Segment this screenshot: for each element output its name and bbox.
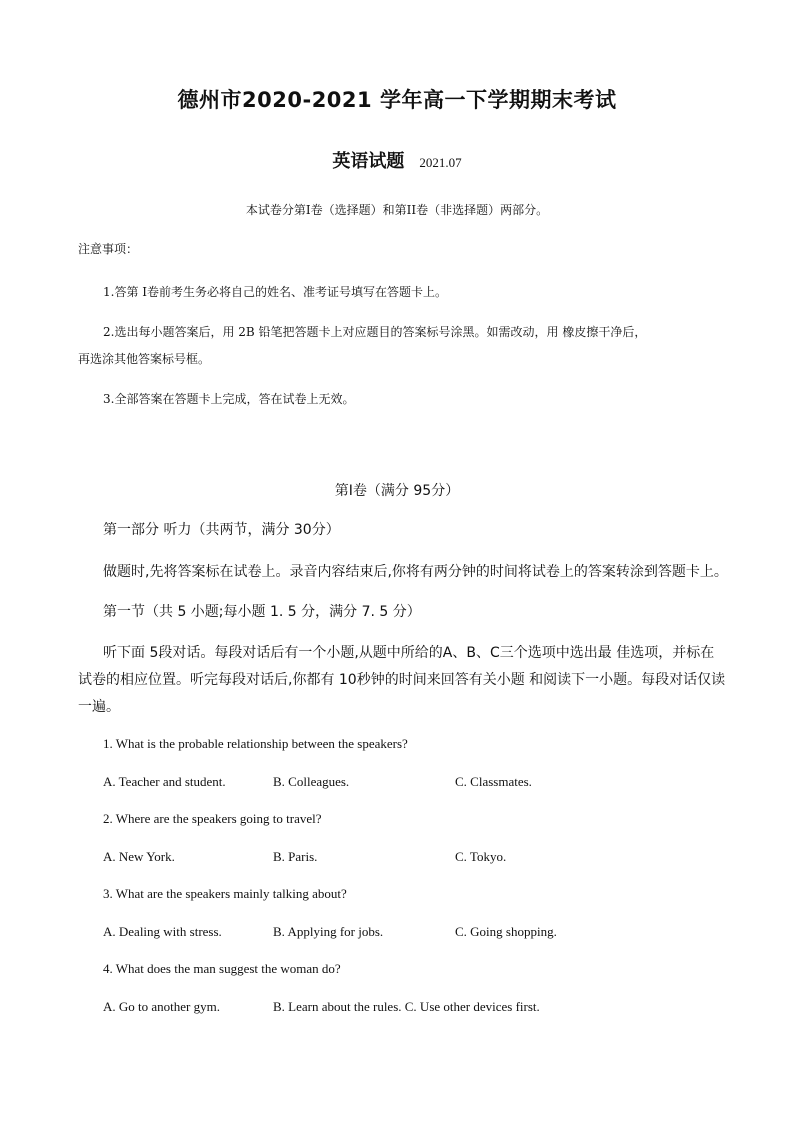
notice-item-3: 3.全部答案在答题卡上完成，答在试卷上无效。	[103, 392, 355, 406]
question-3-option-a: A. Dealing with stress.	[103, 924, 222, 939]
question-1: 1. What is the probable relationship between the speakers?	[103, 736, 408, 751]
question-2-option-b: B. Paris.	[273, 849, 318, 864]
question-4-option-a: A. Go to another gym.	[103, 999, 220, 1014]
question-4-option-b-c: B. Learn about the rules. C. Use other devices first.	[273, 999, 540, 1014]
question-3-option-c: C. Going shopping.	[455, 924, 557, 939]
subsection-1-instructions-line3: 一遍。	[78, 699, 120, 715]
question-1-option-c: C. Classmates.	[455, 774, 532, 789]
notice-heading: 注意事项：	[78, 242, 139, 256]
exam-date: 2021.07	[419, 155, 462, 170]
question-3: 3. What are the speakers mainly talking about?	[103, 886, 347, 901]
question-3-option-b: B. Applying for jobs.	[273, 924, 384, 939]
question-2-option-c: C. Tokyo.	[455, 849, 507, 864]
subsection-1-title: 第一节（共 5 小题;每小题 1. 5 分，满分 7. 5 分）	[103, 604, 421, 620]
exam-title: 德州市2020-2021 学年高一下学期期末考试	[177, 88, 617, 112]
part1-heading: 第I卷（满分 95分）	[334, 483, 460, 499]
question-2-option-a: A. New York.	[103, 849, 175, 864]
notice-item-1: 1.答第 I卷前考生务必将自己的姓名、准考证号填写在答题卡上。	[103, 285, 448, 299]
notice-item-2-line1: 2.选出每小题答案后，用 2B 铅笔把答题卡上对应题目的答案标号涂黑。如需改动，用 橡皮擦干净后，	[103, 325, 647, 339]
exam-subtitle	[0, 147, 794, 173]
section-1-title: 第一部分 听力（共两节，满分 30分）	[103, 522, 340, 538]
intro-line: 本试卷分第I卷（选择题）和第II卷（非选择题）两部分。	[245, 203, 549, 217]
subsection-1-instructions-line1: 听下面 5段对话。每段对话后有一个小题,从题中所给的A、B、C三个选项中选出最 佳选项，并标在	[103, 645, 715, 661]
question-1-option-b: B. Colleagues.	[273, 774, 350, 789]
section-1-instructions: 做题时,先将答案标在试卷上。录音内容结束后,你将有两分钟的时间将试卷上的答案转涂到答题卡上。	[103, 564, 728, 580]
subject-title: 英语试题	[332, 151, 405, 172]
question-4: 4. What does the man suggest the woman do?	[103, 961, 341, 976]
question-1-option-a: A. Teacher and student.	[103, 774, 226, 789]
subsection-1-instructions-line2: 试卷的相应位置。听完每段对话后,你都有 10秒钟的时间来回答有关小题 和阅读下一小题。每段对话仅读	[78, 672, 726, 688]
notice-item-2-line2: 再选涂其他答案标号框。	[78, 352, 211, 366]
question-2: 2. Where are the speakers going to travel?	[103, 811, 322, 826]
